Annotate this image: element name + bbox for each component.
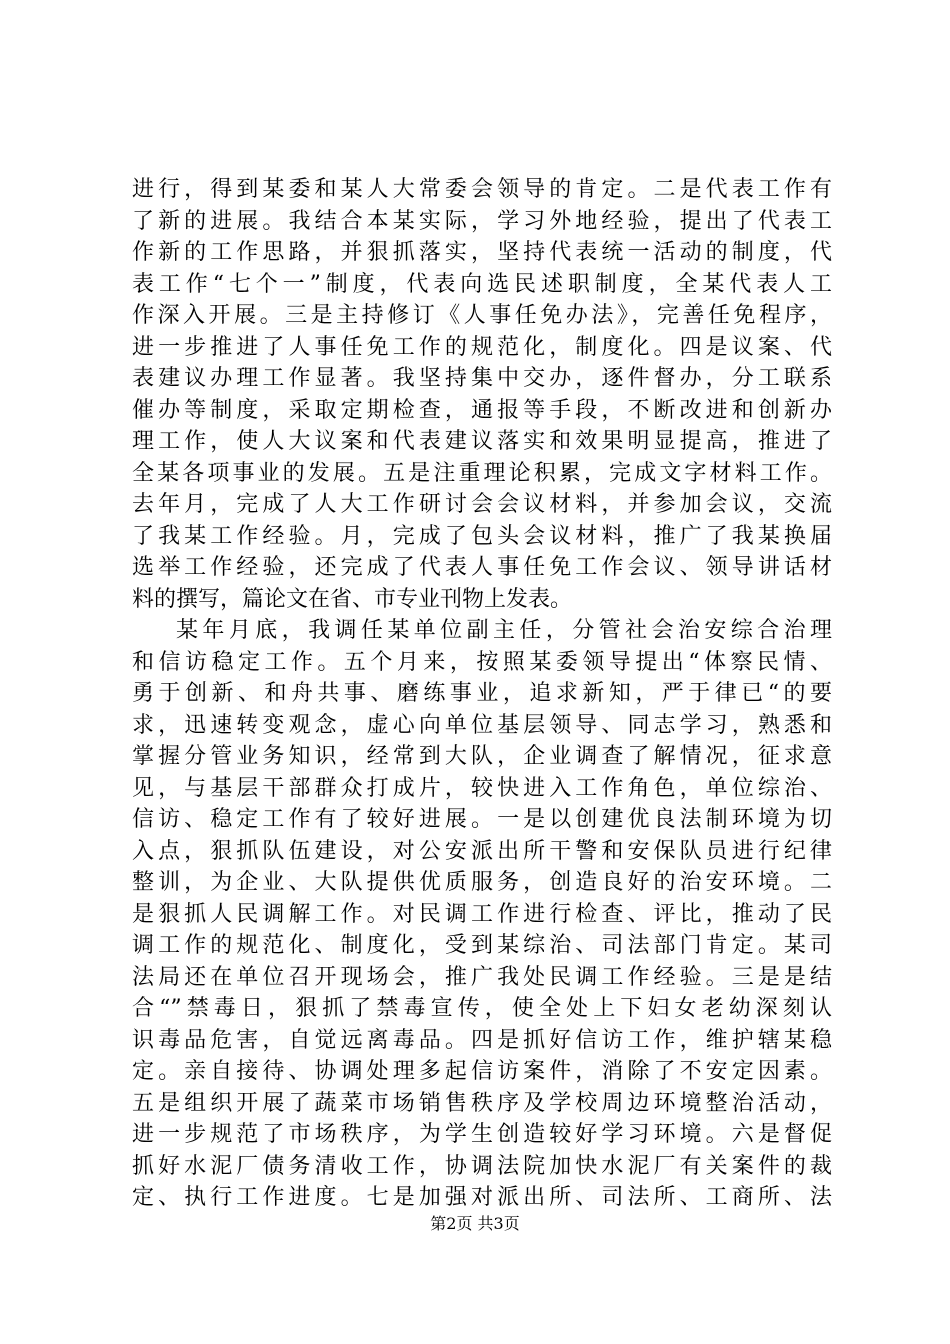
text-line: 作深入开展。三是主持修订《人事任免办法》，完善任免程序，: [132, 303, 832, 328]
text-line: 识毒品危害，自觉远离毒品。四是抓好信访工作，维护辖某稳: [132, 1027, 832, 1053]
text-line: 去年月，完成了人大工作研讨会会议材料，并参加会议，交流: [132, 492, 832, 517]
text-line: 进一步推进了人事任免工作的规范化，制度化。四是议案、代: [132, 334, 832, 360]
text-line: 定。亲自接待、协调处理多起信访案件，消除了不安定因素。: [132, 1059, 832, 1084]
text-line: 了我某工作经验。月，完成了包头会议材料，推广了我某换届: [132, 523, 832, 549]
text-line: 进行，得到某委和某人大常委会领导的肯定。二是代表工作有: [132, 177, 832, 202]
text-line: 表工作“七个一”制度，代表向选民述职制度，全某代表人工: [132, 271, 832, 297]
text-line: 理工作，使人大议案和代表建议落实和效果明显提高，推进了: [132, 429, 832, 454]
text-line: 作新的工作思路，并狠抓落实，坚持代表统一活动的制度，代: [132, 240, 832, 265]
text-line: 是狠抓人民调解工作。对民调工作进行检查、评比，推动了民: [132, 901, 832, 927]
text-line: 进一步规范了市场秩序，为学生创造较好学习环境。六是督促: [132, 1122, 832, 1147]
text-line: 求，迅速转变观念，虚心向单位基层领导、同志学习，熟悉和: [132, 712, 832, 738]
text-line: 合“”禁毒日，狠抓了禁毒宣传，使全处上下妇女老幼深刻认: [132, 996, 832, 1021]
text-line: 入点，狠抓队伍建设，对公安派出所干警和安保队员进行纪律: [132, 838, 832, 864]
body-text: [132, 174, 832, 1214]
text-line: 信访、稳定工作有了较好进展。一是以创建优良法制环境为切: [132, 807, 832, 832]
text-line: 和信访稳定工作。五个月来，按照某委领导提出“体察民情、: [132, 649, 832, 675]
text-line: 定、执行工作进度。七是加强对派出所、司法所、工商所、法: [132, 1185, 832, 1210]
text-line: 催办等制度，采取定期检查，通报等手段，不断改进和创新办: [132, 397, 832, 423]
text-line: 五是组织开展了蔬菜市场销售秩序及学校周边环境整治活动，: [132, 1090, 832, 1116]
text-line: 抓好水泥厂债务清收工作，协调法院加快水泥厂有关案件的裁: [132, 1153, 832, 1179]
text-line: 选举工作经验，还完成了代表人事任免工作会议、领导讲话材: [132, 555, 832, 580]
page-footer: [0, 1213, 950, 1235]
text-line: 整训，为企业、大队提供优质服务，创造良好的治安环境。二: [132, 870, 832, 895]
text-line: 勇于创新、和舟共事、磨练事业，追求新知，严于律已“的要: [132, 681, 832, 706]
text-line: 表建议办理工作显著。我坚持集中交办，逐件督办，分工联系: [132, 366, 832, 391]
text-line: 某年月底，我调任某单位副主任，分管社会治安综合治理: [176, 618, 832, 643]
text-line: 料的撰写，篇论文在省、市专业刊物上发表。: [132, 586, 573, 612]
page-number-label: 第2页 共3页: [430, 1214, 520, 1233]
text-line: 见，与基层干部群众打成片，较快进入工作角色，单位综治、: [132, 775, 832, 801]
text-line: 调工作的规范化、制度化，受到某综治、司法部门肯定。某司: [132, 933, 832, 958]
text-line: 全某各项事业的发展。五是注重理论积累，完成文字材料工作。: [132, 460, 832, 486]
text-line: 法局还在单位召开现场会，推广我处民调工作经验。三是是结: [132, 964, 832, 990]
text-line: 掌握分管业务知识，经常到大队，企业调查了解情况，征求意: [132, 744, 832, 769]
text-line: 了新的进展。我结合本某实际，学习外地经验，提出了代表工: [132, 208, 832, 234]
